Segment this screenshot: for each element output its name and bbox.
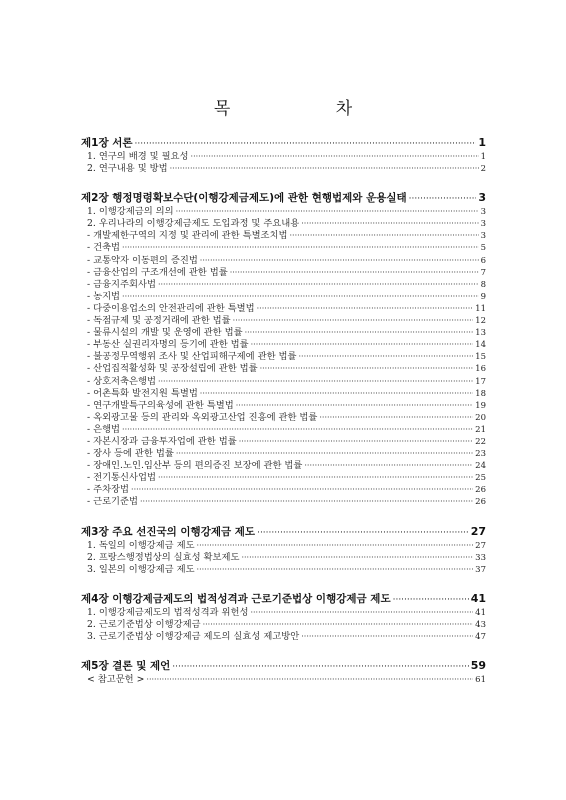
toc-chapter-heading-label: 제2장 행정명령확보수단(이행강제금제도)에 관한 현행법제와 운용실태	[81, 192, 407, 205]
toc-entry	[81, 255, 486, 267]
leader-dots	[131, 484, 473, 496]
toc-entry	[81, 279, 486, 291]
toc-entry	[81, 484, 486, 496]
toc-entry-label: 2. 연구내용 및 방법	[87, 163, 168, 175]
toc-chapter-heading-label: 제3장 주요 선진국의 이행강제금 제도	[81, 525, 256, 538]
toc-chapter-heading-page-number: 27	[470, 524, 486, 538]
toc-entry-page-number: 13	[475, 328, 486, 339]
toc-entry-page-number: 24	[475, 461, 486, 472]
toc-entry-label: < 참고문헌 >	[87, 674, 145, 686]
toc-entry	[81, 163, 486, 175]
toc-entry-page-number: 26	[475, 485, 486, 496]
toc-entry	[81, 412, 486, 424]
leader-dots	[197, 540, 474, 552]
leader-dots	[176, 206, 479, 218]
toc-entry-page-number: 11	[475, 303, 486, 314]
toc-entry-label: 3. 일본의 이행강제금 제도	[87, 563, 195, 575]
toc-entry-label: - 어촌특화 발전지원 특별법	[87, 387, 198, 399]
toc-entry-page-number: 27	[475, 540, 486, 551]
toc-entry-page-number: 37	[475, 564, 486, 575]
toc-entry	[81, 242, 486, 254]
toc-entry	[81, 230, 486, 242]
toc-entry-label: 2. 프랑스행정법상의 실효성 확보제도	[87, 551, 240, 563]
toc-chapter-heading	[81, 657, 486, 674]
toc-entry-page-number: 41	[475, 607, 486, 618]
toc-chapter	[81, 657, 486, 686]
leader-dots	[197, 564, 474, 576]
toc-entry-label: - 자본시장과 금융투자업에 관한 법률	[87, 435, 237, 447]
toc-entry	[81, 327, 486, 339]
toc-entry-label: - 옥외광고물 등의 관리와 옥외광고산업 진흥에 관한 법률	[87, 411, 318, 423]
toc-entry	[81, 564, 486, 576]
toc-entry	[81, 151, 486, 163]
toc-chapter	[81, 590, 486, 643]
leader-dots	[230, 267, 479, 279]
leader-dots	[260, 363, 474, 375]
leader-dots	[158, 472, 473, 484]
toc-entry-label: 1. 이행강제금제도의 법적성격과 위헌성	[87, 606, 249, 618]
toc-entry-label: 2. 우리나라의 이행강제금제도 도입과정 및 주요내용	[87, 218, 300, 230]
toc-chapter	[81, 189, 486, 508]
leader-dots	[158, 279, 479, 291]
toc-entry	[81, 315, 486, 327]
leader-dots	[200, 255, 479, 267]
toc-entry	[81, 376, 486, 388]
table-of-contents	[81, 134, 486, 686]
toc-entry-page-number: 5	[480, 243, 486, 254]
leader-dots	[200, 388, 473, 400]
toc-entry-page-number: 14	[475, 340, 486, 351]
toc-entry-label: 2. 근로기준법상 이행강제금	[87, 618, 201, 630]
leader-dots	[146, 674, 473, 686]
toc-entry-page-number: 22	[475, 436, 486, 447]
toc-entry-label: - 전기통신사업법	[87, 472, 156, 484]
toc-entry-page-number: 23	[475, 449, 486, 460]
toc-entry-label: - 다중이용업소의 안전관리에 관한 특별법	[87, 302, 255, 314]
toc-entry-page-number: 3	[480, 231, 486, 242]
leader-dots	[304, 460, 473, 472]
toc-entry-page-number: 12	[475, 316, 486, 327]
toc-entry-label: - 부동산 실권리자명의 등기에 관한 법률	[87, 339, 249, 351]
toc-entry-label: - 물류시설의 개발 및 운영에 관한 법률	[87, 327, 243, 339]
leader-dots	[245, 327, 474, 339]
toc-chapter-heading	[81, 134, 486, 151]
toc-entry-label: - 금융지주회사법	[87, 278, 156, 290]
toc-chapter	[81, 523, 486, 576]
toc-entry-label: 1. 독일의 이행강제금 제도	[87, 539, 195, 551]
toc-entry	[81, 552, 486, 564]
toc-chapter-heading-page-number: 41	[470, 591, 486, 605]
toc-entry-label: 3. 근로기준법상 이행강제금 제도의 실효성 제고방안	[87, 631, 300, 642]
toc-entry	[81, 339, 486, 351]
toc-entry	[81, 674, 486, 686]
leader-dots	[241, 552, 473, 564]
toc-entry-page-number: 25	[475, 473, 486, 484]
toc-entry-page-number: 17	[475, 376, 486, 387]
toc-entry-label: - 독점규제 및 공정거래에 관한 법률	[87, 315, 231, 327]
toc-entry-page-number: 6	[480, 255, 486, 266]
toc-entry-label: 1. 이행강제금의 의의	[87, 206, 174, 218]
toc-entry	[81, 206, 486, 218]
toc-entry-page-number: 15	[475, 352, 486, 363]
toc-entry-page-number: 2	[480, 164, 486, 175]
toc-chapter-heading	[81, 189, 486, 206]
leader-dots	[170, 163, 479, 175]
toc-chapter-heading-label: 제5장 결론 및 제언	[81, 660, 171, 673]
toc-entry-page-number: 21	[475, 424, 486, 435]
toc-entry-label: - 금융산업의 구조개선에 관한 법률	[87, 266, 228, 278]
leader-dots	[236, 400, 473, 412]
toc-entry	[81, 619, 486, 631]
toc-entry-page-number: 33	[475, 552, 486, 563]
toc-entry	[81, 631, 486, 643]
toc-entry-label: - 장사 등에 관한 법률	[87, 448, 174, 460]
toc-entry	[81, 303, 486, 315]
toc-entry	[81, 607, 486, 619]
toc-entry-page-number: 43	[475, 619, 486, 630]
toc-chapter-heading-label: 제1장 서론	[81, 137, 133, 149]
page-title: 목 차	[213, 99, 403, 119]
toc-entry	[81, 496, 486, 508]
toc-entry	[81, 400, 486, 412]
toc-chapter-heading-page-number: 3	[478, 191, 486, 205]
leader-dots	[239, 436, 473, 448]
toc-entry	[81, 218, 486, 230]
toc-entry	[81, 267, 486, 279]
toc-entry	[81, 363, 486, 375]
toc-chapter-heading	[81, 590, 486, 607]
toc-entry-page-number: 20	[475, 412, 486, 423]
toc-entry-page-number: 19	[475, 400, 486, 411]
toc-entry-label: - 은행법	[87, 423, 121, 435]
toc-chapter-heading-label: 제4장 이행강제금제도의 법적성격과 근로기준법상 이행강제금 제도	[81, 592, 391, 605]
toc-entry	[81, 424, 486, 436]
toc-entry-label: - 주차장법	[87, 484, 130, 496]
toc-entry-page-number: 8	[480, 279, 486, 290]
toc-entry	[81, 351, 486, 363]
toc-entry-label: - 개발제한구역의 지정 및 관리에 관한 특별조치법	[87, 230, 288, 242]
leader-dots	[122, 242, 479, 254]
leader-dots	[233, 315, 474, 327]
leader-dots	[140, 496, 473, 508]
toc-entry	[81, 436, 486, 448]
toc-entry	[81, 472, 486, 484]
leader-dots	[158, 376, 473, 388]
toc-chapter	[81, 134, 486, 175]
leader-dots	[191, 151, 479, 163]
leader-dots	[250, 607, 473, 619]
leader-dots	[301, 218, 478, 230]
leader-dots	[122, 424, 473, 436]
toc-entry	[81, 291, 486, 303]
toc-entry-page-number: 7	[480, 267, 486, 278]
toc-entry-page-number: 47	[475, 632, 486, 642]
toc-entry-label: - 불공정무역행위 조사 및 산업피해구제에 관한 법률	[87, 351, 297, 363]
toc-entry-label: - 교통약자 이동편의 증진법	[87, 254, 198, 266]
leader-dots	[176, 448, 473, 460]
toc-chapter-heading-page-number: 59	[470, 659, 486, 673]
toc-entry-label: 1. 연구의 배경 및 필요성	[87, 151, 189, 162]
toc-entry-label: - 농지법	[87, 290, 121, 302]
toc-entry	[81, 460, 486, 472]
toc-entry	[81, 448, 486, 460]
toc-entry-page-number: 61	[475, 675, 486, 686]
leader-dots	[319, 412, 473, 424]
toc-entry	[81, 540, 486, 552]
toc-entry	[81, 388, 486, 400]
toc-entry-page-number: 16	[475, 364, 486, 375]
toc-entry-page-number: 1	[480, 152, 486, 162]
toc-entry-label: - 상호저축은행법	[87, 375, 156, 387]
leader-dots	[298, 351, 473, 363]
toc-entry-page-number: 18	[475, 388, 486, 399]
toc-entry-label: - 산업집적활성화 및 공장설립에 관한 법률	[87, 363, 258, 375]
leader-dots	[257, 303, 474, 315]
toc-chapter-heading	[81, 523, 486, 540]
leader-dots	[301, 631, 473, 643]
toc-entry-label: - 장애인.노인.임산부 등의 편의증진 보장에 관한 법률	[87, 460, 303, 472]
toc-entry-page-number: 26	[475, 497, 486, 508]
toc-entry-label: - 근로기준법	[87, 496, 139, 508]
toc-chapter-heading-page-number: 1	[478, 136, 486, 149]
toc-entry-page-number: 9	[480, 291, 486, 302]
toc-entry-page-number: 3	[480, 207, 486, 218]
leader-dots	[203, 619, 474, 631]
leader-dots	[290, 230, 479, 242]
toc-entry-label: - 건축법	[87, 242, 121, 254]
toc-entry-label: - 연구개발특구의육성에 관한 특별법	[87, 399, 234, 411]
toc-entry-page-number: 3	[480, 219, 486, 230]
leader-dots	[251, 339, 474, 351]
leader-dots	[122, 291, 479, 303]
